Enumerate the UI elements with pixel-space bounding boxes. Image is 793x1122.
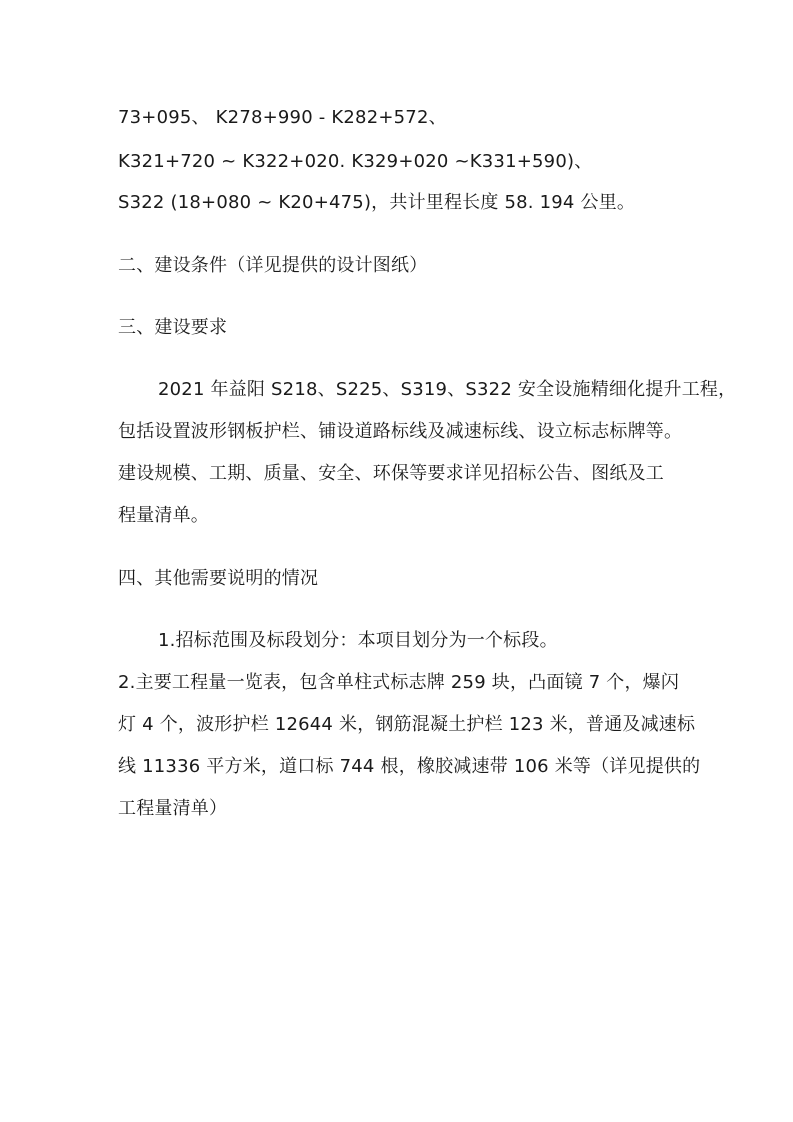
paragraph-requirements-line-1: 2021 年益阳 S218、S225、S319、S322 安全设施精细化提升工程， xyxy=(158,379,737,400)
paragraph-requirements-line-3: 建设规模、工期、质量、安全、环保等要求详见招标公告、图纸及工 xyxy=(118,463,664,484)
section-heading-construction-conditions: 二、建设条件（详见提供的设计图纸） xyxy=(118,255,428,276)
section-heading-construction-requirements: 三、建设要求 xyxy=(118,317,228,338)
text-line-continuation-3: S322 (18+080 ~ K20+475)，共计里程长度 58. 194 公里。 xyxy=(118,192,636,213)
list-item-bid-scope: 1.招标范围及标段划分：本项目划分为一个标段。 xyxy=(158,630,558,651)
section-heading-other-notes: 四、其他需要说明的情况 xyxy=(118,568,319,589)
text-line-continuation-2: K321+720 ~ K322+020. K329+020 ~K331+590)、 xyxy=(118,151,593,172)
list-item-quantities-line-4: 工程量清单） xyxy=(118,798,228,819)
list-item-quantities-line-2: 灯 4 个，波形护栏 12644 米，钢筋混凝土护栏 123 米，普通及减速标 xyxy=(118,714,696,735)
paragraph-requirements-line-2: 包括设置波形钢板护栏、铺设道路标线及减速标线、设立标志标牌等。 xyxy=(118,421,683,442)
paragraph-requirements-line-4: 程量清单。 xyxy=(118,505,209,526)
list-item-quantities-line-3: 线 11336 平方米，道口标 744 根，橡胶减速带 106 米等（详见提供的 xyxy=(118,756,701,777)
text-line-continuation-1: 73+095、 K278+990 - K282+572、 xyxy=(118,107,447,128)
list-item-quantities-line-1: 2.主要工程量一览表，包含单柱式标志牌 259 块，凸面镜 7 个，爆闪 xyxy=(118,672,680,693)
